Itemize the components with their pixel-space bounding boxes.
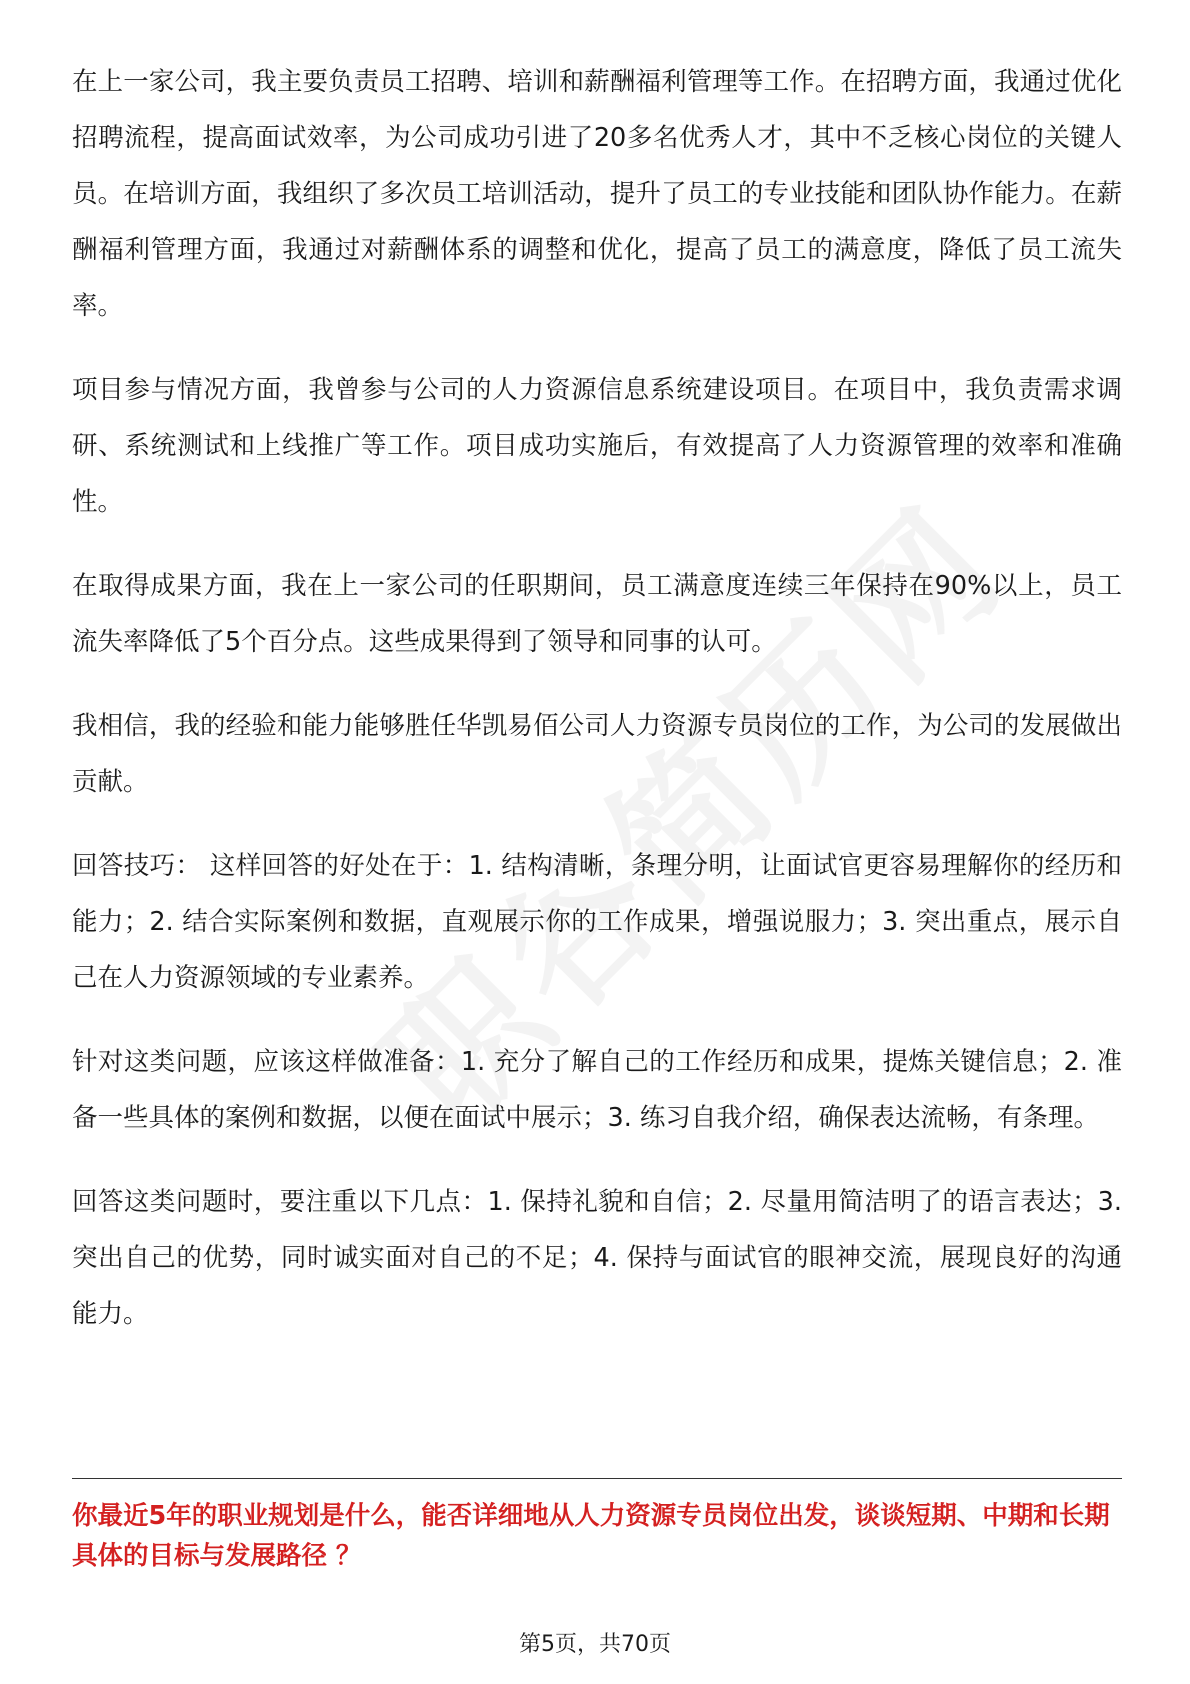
paragraph-conclusion: 我相信，我的经验和能力能够胜任华凯易佰公司人力资源专员岗位的工作，为公司的发展做出贡献。 bbox=[72, 711, 1122, 797]
paragraph-key-points: 回答这类问题时，要注重以下几点：1. 保持礼貌和自信；2. 尽量用简洁明了的语言表达；3. 突出自己的优势，同时诚实面对自己的不足；4. 保持与面试官的眼神交流，展现良好的沟通能力。 bbox=[72, 1187, 1122, 1329]
paragraph-experience: 在上一家公司，我主要负责员工招聘、培训和薪酬福利管理等工作。在招聘方面，我通过优化招聘流程，提高面试效率，为公司成功引进了20多名优秀人才，其中不乏核心岗位的关键人员。在培训方面，我组织了多次员工培训活动，提升了员工的专业技能和团队协作能力。在薪酬福利管理方面，我通过对薪酬体系的调整和优化，提高了员工的满意度，降低了员工流失率。 bbox=[72, 67, 1122, 321]
paragraph-achievements: 在取得成果方面，我在上一家公司的任职期间，员工满意度连续三年保持在90%以上，员工流失率降低了5个百分点。这些成果得到了领导和同事的认可。 bbox=[72, 571, 1122, 657]
section-divider bbox=[72, 1478, 1122, 1479]
paragraph-answer-tips: 回答技巧： 这样回答的好处在于：1. 结构清晰，条理分明，让面试官更容易理解你的经历和能力；2. 结合实际案例和数据，直观展示你的工作成果，增强说服力；3. 突出重点，展示自己在人力资源领域的专业素养。 bbox=[72, 851, 1122, 993]
paragraph-projects: 项目参与情况方面，我曾参与公司的人力资源信息系统建设项目。在项目中，我负责需求调研、系统测试和上线推广等工作。项目成功实施后，有效提高了人力资源管理的效率和准确性。 bbox=[72, 375, 1122, 517]
document-body bbox=[72, 54, 1122, 1370]
page-number: 第5页，共70页 bbox=[519, 1632, 671, 1657]
next-question-heading: 你最近5年的职业规划是什么，能否详细地从人力资源专员岗位出发，谈谈短期、中期和长期具体的目标与发展路径 ？ bbox=[72, 1501, 1110, 1571]
paragraph-preparation: 针对这类问题，应该这样做准备：1. 充分了解自己的工作经历和成果，提炼关键信息；2. 准备一些具体的案例和数据，以便在面试中展示；3. 练习自我介绍，确保表达流畅，有条理。 bbox=[72, 1047, 1122, 1133]
